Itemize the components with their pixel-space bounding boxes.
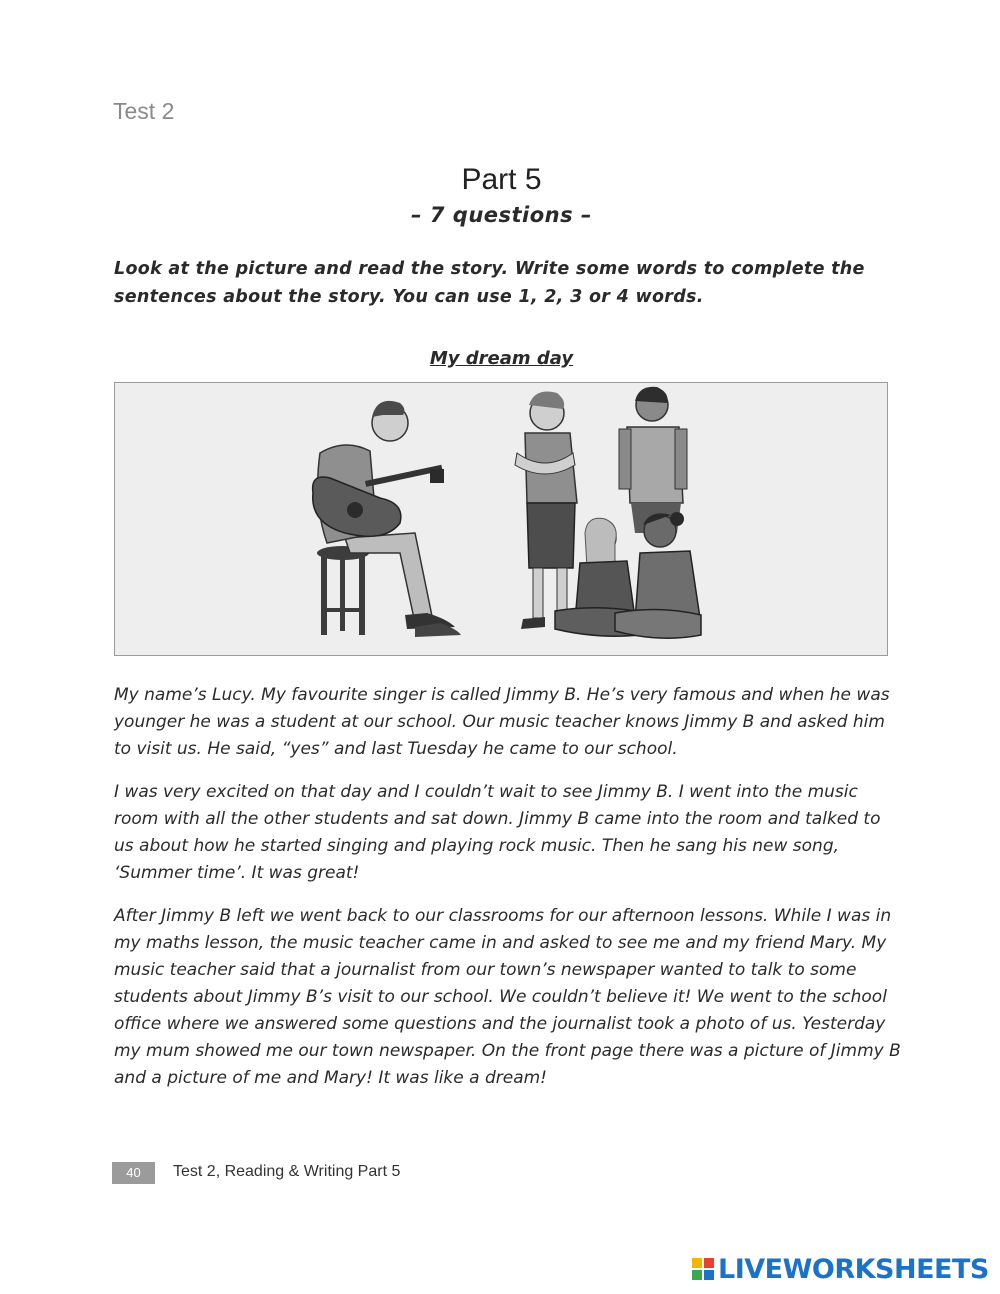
story-paragraph-3: After Jimmy B left we went back to our classrooms for our afternoon lessons. While I was in my maths lesson, the music teacher came in and asked to see me and my friend Mary. My music teacher said that a journalist from our town’s newspaper wanted to talk to some students about Jimmy B’s visit to our school. We couldn’t believe it! We went to the school office where we answered some questions and the journalist took a photo of us. Yesterday my mum showed me our town newspaper. On the front page there was a picture of Jimmy B and a picture of me and Mary! It was like a dream! — [114, 906, 901, 1088]
page-number: 40 — [112, 1162, 155, 1184]
stool-icon — [317, 546, 369, 635]
boy-figure-1 — [515, 392, 577, 630]
instructions: Look at the picture and read the story. Write some words to complete the sentences about the story. You can use 1, 2, 3 or 4 words. — [114, 259, 865, 307]
story-illustration — [114, 382, 888, 656]
story-title: My dream day — [429, 348, 574, 369]
story-paragraph-2: I was very excited on that day and I couldn’t wait to see Jimmy B. I went into the music room with all the other students and sat down. Jimmy B came into the room and talked to us about how he started singing and playing rock music. Then he sang his new song, ‘Summer time’. It was great! — [114, 782, 881, 883]
liveworksheets-logo-icon — [692, 1258, 714, 1280]
boy-figure-2 — [619, 387, 687, 533]
story-text — [114, 682, 904, 1108]
part-subtitle: – 7 questions – — [411, 203, 592, 227]
singer-figure — [313, 401, 461, 637]
illustration-singer-and-children — [115, 383, 887, 655]
brand-name: LIVEWORKSHEETS — [718, 1253, 989, 1285]
liveworksheets-brand[interactable] — [692, 1252, 989, 1286]
part-title: Part 5 — [461, 163, 542, 196]
footer-section: Test 2, Reading & Writing Part 5 — [173, 1163, 401, 1180]
story-paragraph-1: My name’s Lucy. My favourite singer is called Jimmy B. He’s very famous and when he was younger he was a student at our school. Our music teacher knows Jimmy B and asked him to visit us. He said, “yes” and last Tuesday he came to our school. — [114, 685, 890, 759]
test-label: Test 2 — [113, 98, 175, 124]
